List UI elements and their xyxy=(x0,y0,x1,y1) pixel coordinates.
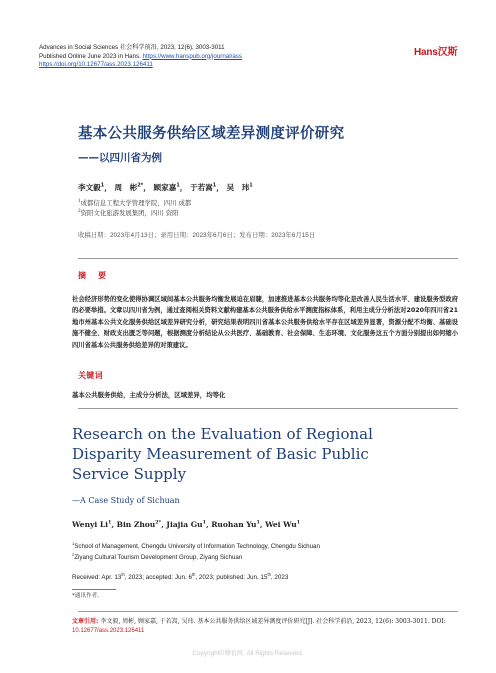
citation-text: 李文毅, 周彬, 顾家嘉, 于若嵩, 吴玮. 基本公共服务供给区域差异测度评价研究[J]. 社会科学前沿, 2023, 12(6): 3003-3011. DOI: xyxy=(98,618,446,625)
section-divider xyxy=(78,258,458,259)
affiliation-en: $^1$School of Management, Chengdu University of Information Technology, Chengdu Sichuan xyxy=(72,540,320,550)
affiliation-en: $^2$Ziyang Cultural Tourism Development Group, Ziyang Sichuan xyxy=(72,551,243,561)
hans-logo: Hans汉斯 xyxy=(414,47,458,58)
english-dates: Received: Apr. 13th, 2023; accepted: Jun. 6th, 2023; published: Jun. 15th, 2023 xyxy=(72,571,289,581)
author-cn: 顾家嘉$^1$， xyxy=(153,182,188,192)
footnote-rule xyxy=(72,589,116,590)
affiliation-cn: $^1$成都信息工程大学管理学院，四川 成都 xyxy=(78,197,192,207)
chinese-affiliations xyxy=(78,198,191,218)
section-divider xyxy=(78,611,458,612)
author-en: Wei Wu$^1$ xyxy=(265,519,301,529)
author-en: Ruohan Yu$^1$, xyxy=(211,519,266,529)
copyright-notice: Copyright©博看网. All Rights Reserved. xyxy=(192,650,304,657)
author-en: Wenyi Li$^1$, xyxy=(72,519,117,529)
citation-doi[interactable]: 10.12677/ass.2023.126411 xyxy=(72,628,145,634)
citation-block xyxy=(72,617,458,636)
journal-header xyxy=(39,44,459,70)
chinese-keywords: 基本公共服务供给，主成分分析法，区域差异，均等化 xyxy=(72,391,226,399)
chinese-abstract: 社会经济形势的变化使得协调区域间基本公共服务均衡发展迫在眉睫，加速推进基本公共服务均等化是改善人民生活水平、建设服务型政府的必要举措。文章以四川省为例，通过查阅相关资料文献构建基本公共服务供给水平测度指标体系，利用主成分分析法对2020年四川省21地市州基本公共文化服务供给区域差异研究分析，研究结果表明四川省基本公共服务供给水平存在区域差异显著，资源分配不均衡、基础设施不健全、财政支出匮乏等问题，根据测度分析结论从公共医疗、基础教育、社会保障、生态环境、文化服务这五个方面分别提出如何缩小四川省基本公共服务供给差异的对策建议。 xyxy=(72,296,458,349)
journal-line: Advances in Social Sciences 社会科学前沿, 2023, 12(6), 3003-3011 xyxy=(39,44,225,51)
author-cn: 李文毅$^1$， xyxy=(78,182,112,192)
affiliation-cn: $^2$资阳文化旅游发展集团，四川 资阳 xyxy=(78,207,179,217)
citation-label: 文章引用: xyxy=(72,618,99,625)
doi-url-link[interactable]: https://doi.org/10.12677/ass.2023.126411 xyxy=(39,61,153,69)
english-subtitle: —A Case Study of Sichuan xyxy=(72,496,180,505)
author-en: Jiajia Gu$^1$, xyxy=(166,519,212,529)
corresponding-author-note: *通讯作者。 xyxy=(72,593,103,599)
author-cn: 吴 玮$^1$ xyxy=(226,182,253,192)
english-title: Research on the Evaluation of Regional Disparity Measurement of Basic Public Service Supply xyxy=(72,425,373,483)
abstract-heading: 摘 要 xyxy=(78,271,108,280)
chinese-subtitle: ——以四川省为例 xyxy=(78,152,162,164)
author-cn: 周 彬$^{2*}$， xyxy=(114,182,151,192)
author-cn: 于若嵩$^1$， xyxy=(190,182,224,192)
keywords-heading: 关键词 xyxy=(78,371,103,380)
chinese-title: 基本公共服务供给区域差异测度评价研究 xyxy=(78,126,345,142)
published-prefix: Published Online June 2023 in Hans. xyxy=(39,52,143,60)
journal-url-link[interactable]: https://www.hanspub.org/journal/ass xyxy=(142,52,242,60)
chinese-dates: 收稿日期：2023年4月13日；录用日期：2023年6月6日；发布日期：2023年6月15日 xyxy=(78,231,316,239)
section-divider xyxy=(78,408,458,409)
chinese-author-list xyxy=(78,182,253,193)
english-author-list xyxy=(72,520,300,529)
english-affiliations xyxy=(72,542,320,563)
author-en: Bin Zhou$^{2*}$, xyxy=(116,519,167,529)
